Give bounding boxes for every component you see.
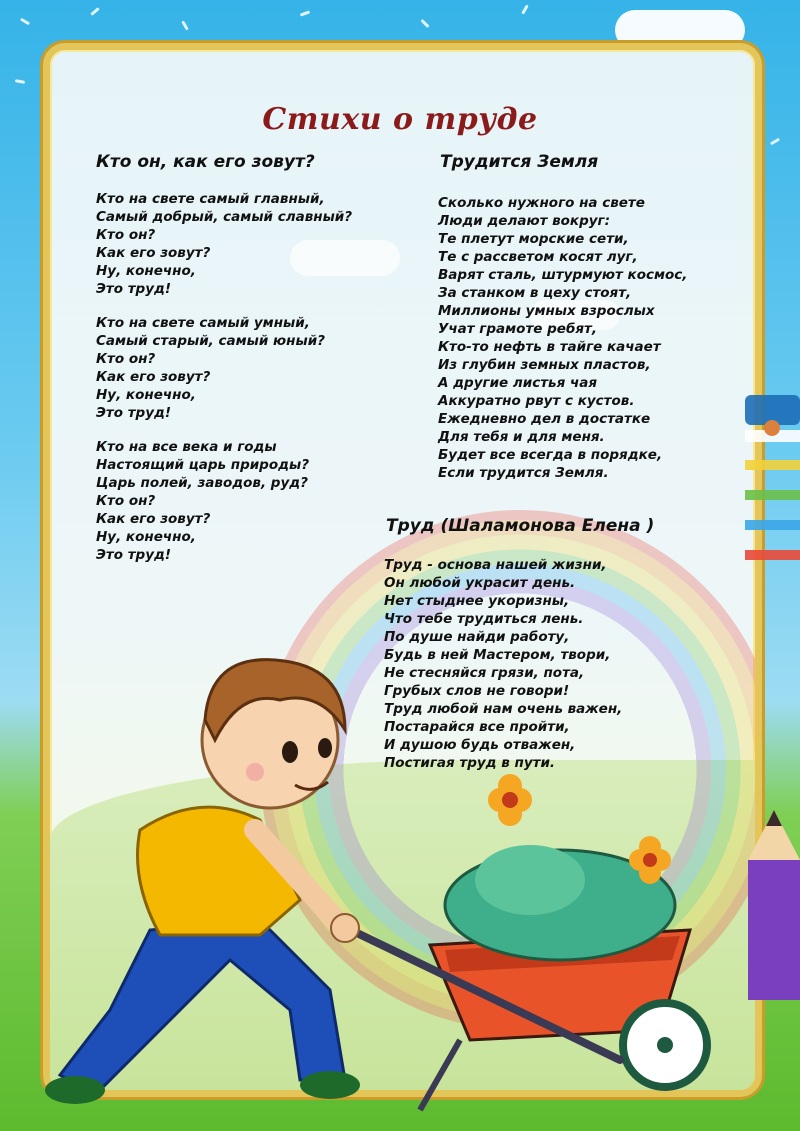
poem-line: Кто на свете самый главный, bbox=[96, 191, 325, 207]
flower-icon bbox=[488, 774, 532, 826]
poem-line: Как его зовут? bbox=[96, 511, 211, 527]
poem-line: Кто на все века и годы bbox=[96, 439, 277, 455]
poem-line: Учат грамоте ребят, bbox=[438, 321, 597, 337]
poem-line: А другие листья чая bbox=[438, 375, 598, 391]
poem-line: Будь в ней Мастером, твори, bbox=[384, 647, 611, 663]
poem-line: Кто он? bbox=[96, 227, 156, 243]
poem-line: Это труд! bbox=[96, 547, 172, 563]
poem-line: Это труд! bbox=[96, 281, 172, 297]
poem-body bbox=[438, 194, 687, 482]
poem-line: За станком в цеху стоят, bbox=[438, 285, 632, 301]
poem-line: Ну, конечно, bbox=[96, 263, 196, 279]
poem-line: Варят сталь, штурмуют космос, bbox=[438, 267, 688, 283]
poem-line: Кто-то нефть в тайге качает bbox=[438, 339, 661, 355]
poem-line: Из глубин земных пластов, bbox=[438, 357, 651, 373]
poem-line: Сколько нужного на свете bbox=[438, 195, 645, 211]
poem-stanza bbox=[96, 438, 352, 564]
poem-line: Нет стыднее укоризны, bbox=[384, 593, 570, 609]
poem-line: Труд любой нам очень важен, bbox=[384, 701, 623, 717]
poem-line: Если трудится Земля. bbox=[438, 465, 609, 481]
poem-title: Трудится Земля bbox=[440, 152, 599, 172]
poem-line: Грубых слов не говори! bbox=[384, 683, 570, 699]
poem-line: По душе найди работу, bbox=[384, 629, 570, 645]
wheelbarrow bbox=[330, 845, 707, 1110]
poem-line: Царь полей, заводов, руд? bbox=[96, 475, 308, 491]
pencil-icon bbox=[748, 810, 800, 1000]
poem-line: И душою будь отважен, bbox=[384, 737, 576, 753]
poem-line: Кто он? bbox=[96, 351, 156, 367]
poem-line: Он любой украсит день. bbox=[384, 575, 576, 591]
poem-line: Те плетут морские сети, bbox=[438, 231, 629, 247]
poem-stanza bbox=[96, 190, 352, 298]
poem-line: Ежедневно дел в достатке bbox=[438, 411, 651, 427]
poem-line: Ну, конечно, bbox=[96, 387, 196, 403]
poem-line: Настоящий царь природы? bbox=[96, 457, 310, 473]
poem-line: Труд - основа нашей жизни, bbox=[384, 557, 607, 573]
poem-line: Аккуратно рвут с кустов. bbox=[438, 393, 635, 409]
poem-line: Те с рассветом косят луг, bbox=[438, 249, 638, 265]
poem-line: Постигая труд в пути. bbox=[384, 755, 556, 771]
poem-line: Люди делают вокруг: bbox=[438, 213, 610, 229]
poem-line: Не стесняйся грязи, пота, bbox=[384, 665, 585, 681]
poem-line: Будет все всегда в порядке, bbox=[438, 447, 663, 463]
poem-line: Самый добрый, самый славный? bbox=[96, 209, 353, 225]
poem-stanza bbox=[96, 314, 352, 422]
poem-line: Кто на свете самый умный, bbox=[96, 315, 310, 331]
poem-body bbox=[96, 190, 352, 580]
page-title: Стихи о труде bbox=[262, 102, 538, 137]
poem-line: Как его зовут? bbox=[96, 369, 211, 385]
poem-line: Это труд! bbox=[96, 405, 172, 421]
poem-line: Миллионы умных взрослых bbox=[438, 303, 655, 319]
poem-line: Кто он? bbox=[96, 493, 156, 509]
poem-line: Что тебе трудиться лень. bbox=[384, 611, 584, 627]
poem-line: Для тебя и для меня. bbox=[438, 429, 605, 445]
poem-title: Кто он, как его зовут? bbox=[96, 152, 315, 172]
boy-figure bbox=[45, 660, 360, 1104]
poem-line: Самый старый, самый юный? bbox=[96, 333, 325, 349]
poem-line: Как его зовут? bbox=[96, 245, 211, 261]
poem-body bbox=[384, 556, 622, 772]
poem-line: Ну, конечно, bbox=[96, 529, 196, 545]
poem-line: Постарайся все пройти, bbox=[384, 719, 570, 735]
poem-title: Труд (Шаламонова Елена ) bbox=[386, 516, 655, 536]
